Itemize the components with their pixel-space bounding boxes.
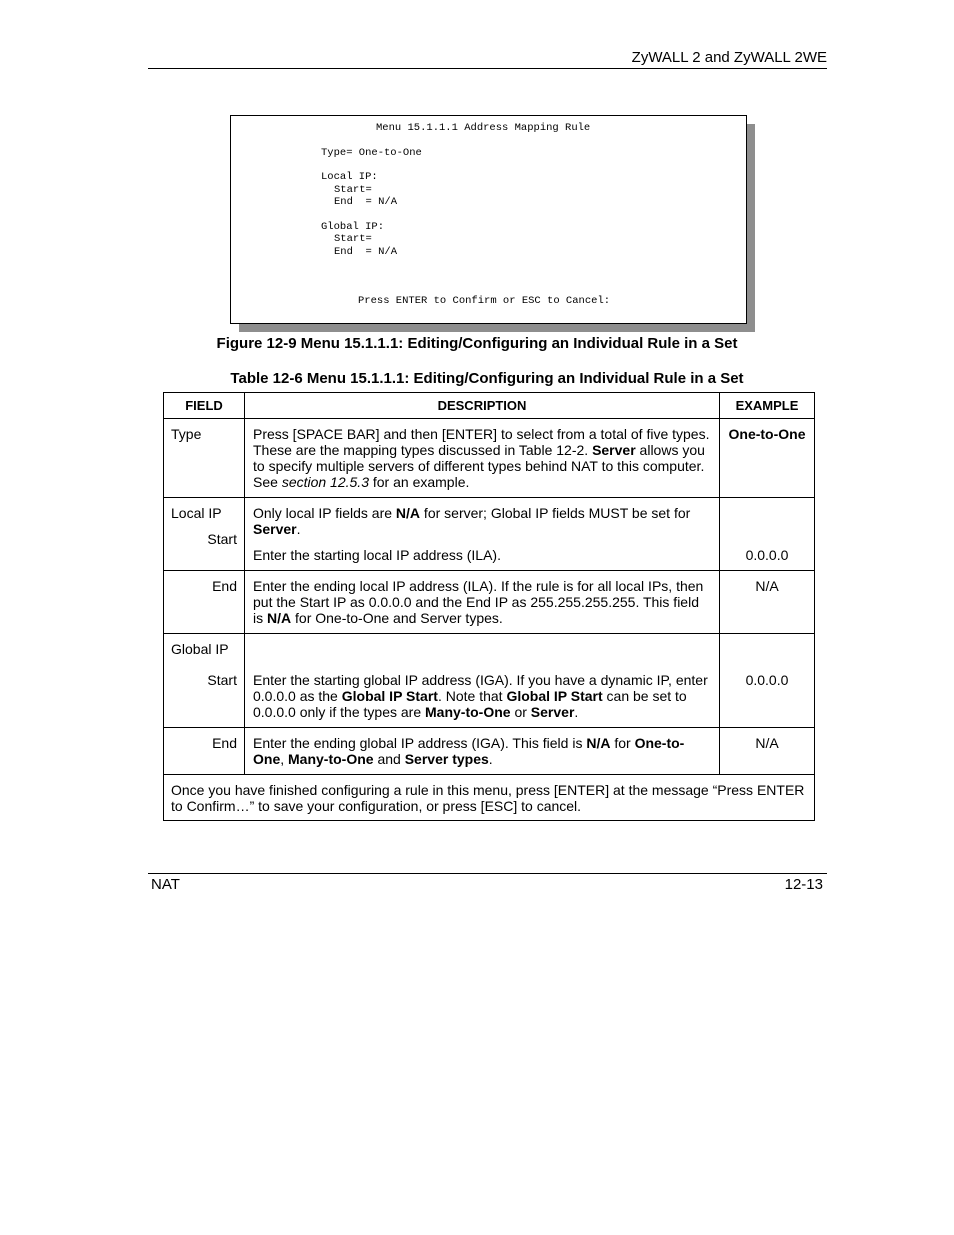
screen-local-end: End = N/A [334,196,398,208]
table-row-global-end [164,728,815,775]
table-row-footer-note [164,775,815,821]
header-example: EXAMPLE [720,393,815,419]
screen-local-start: Start= [334,184,372,196]
field-global-end: End [164,728,245,775]
field-global-ip: Global IP Start [164,634,245,728]
field-local-ip: Local IP Start [164,498,245,571]
footer-chapter: NAT [151,876,180,893]
desc-global-end: Enter the ending global IP address (IGA). This field is N/A for One-to-One, Many-to-One and Server types. [245,728,720,775]
example-type: One-to-One [720,419,815,498]
header-divider [148,68,827,69]
desc-local-end: Enter the ending local IP address (ILA). If the rule is for all local IPs, then put the Start IP as 0.0.0.0 and the End IP as 255.255.255.255. This field is N/A for One-to-One and Server types. [245,571,720,634]
screen-global-start: Start= [334,233,372,245]
field-type: Type [164,419,245,498]
header-description: DESCRIPTION [245,393,720,419]
field-description-table [163,392,815,821]
header-field: FIELD [164,393,245,419]
table-row-local-end [164,571,815,634]
screen-global-ip-label: Global IP: [321,221,385,233]
table-footer-note: Once you have finished configuring a rule in this menu, press [ENTER] at the message “Press ENTER to Confirm…” to save your configuration, or press [ESC] to cancel. [164,775,815,821]
screen-type-line: Type= One-to-One [321,147,422,159]
table-caption: Table 12-6 Menu 15.1.1.1: Editing/Configuring an Individual Rule in a Set [230,370,744,387]
table-row-type [164,419,815,498]
running-header: ZyWALL 2 and ZyWALL 2WE [631,49,827,66]
desc-type: Press [SPACE BAR] and then [ENTER] to select from a total of five types. These are the mapping types discussed in Table 12-2. Server allows you to specify multiple servers of different types behind NAT to this computer. See section 12.5.3 for an example. [245,419,720,498]
terminal-screen [230,115,747,324]
screen-local-ip-label: Local IP: [321,171,378,183]
field-local-end: End [164,571,245,634]
desc-global-start: Enter the starting global IP address (IGA). If you have a dynamic IP, enter 0.0.0.0 as the Global IP Start. Note that Global IP Start can be set to 0.0.0.0 only if the types are Many-to-One or Server. [245,634,720,728]
table-row-global-ip [164,634,815,728]
table-row-local-ip [164,498,815,571]
screen-prompt: Press ENTER to Confirm or ESC to Cancel: [358,295,611,307]
screen-title: Menu 15.1.1.1 Address Mapping Rule [376,122,591,134]
page-number: 12-13 [784,876,823,893]
example-global-start: 0.0.0.0 [720,634,815,728]
figure-caption: Figure 12-9 Menu 15.1.1.1: Editing/Configuring an Individual Rule in a Set [216,335,738,352]
screen-global-end: End = N/A [334,246,398,258]
desc-local-ip: Only local IP fields are N/A for server; Global IP fields MUST be set for Server. Enter the starting local IP address (ILA). [245,498,720,571]
footer-divider [148,873,827,874]
example-local-start: 0.0.0.0 [720,498,815,571]
example-global-end: N/A [720,728,815,775]
table-header-row [164,393,815,419]
example-local-end: N/A [720,571,815,634]
